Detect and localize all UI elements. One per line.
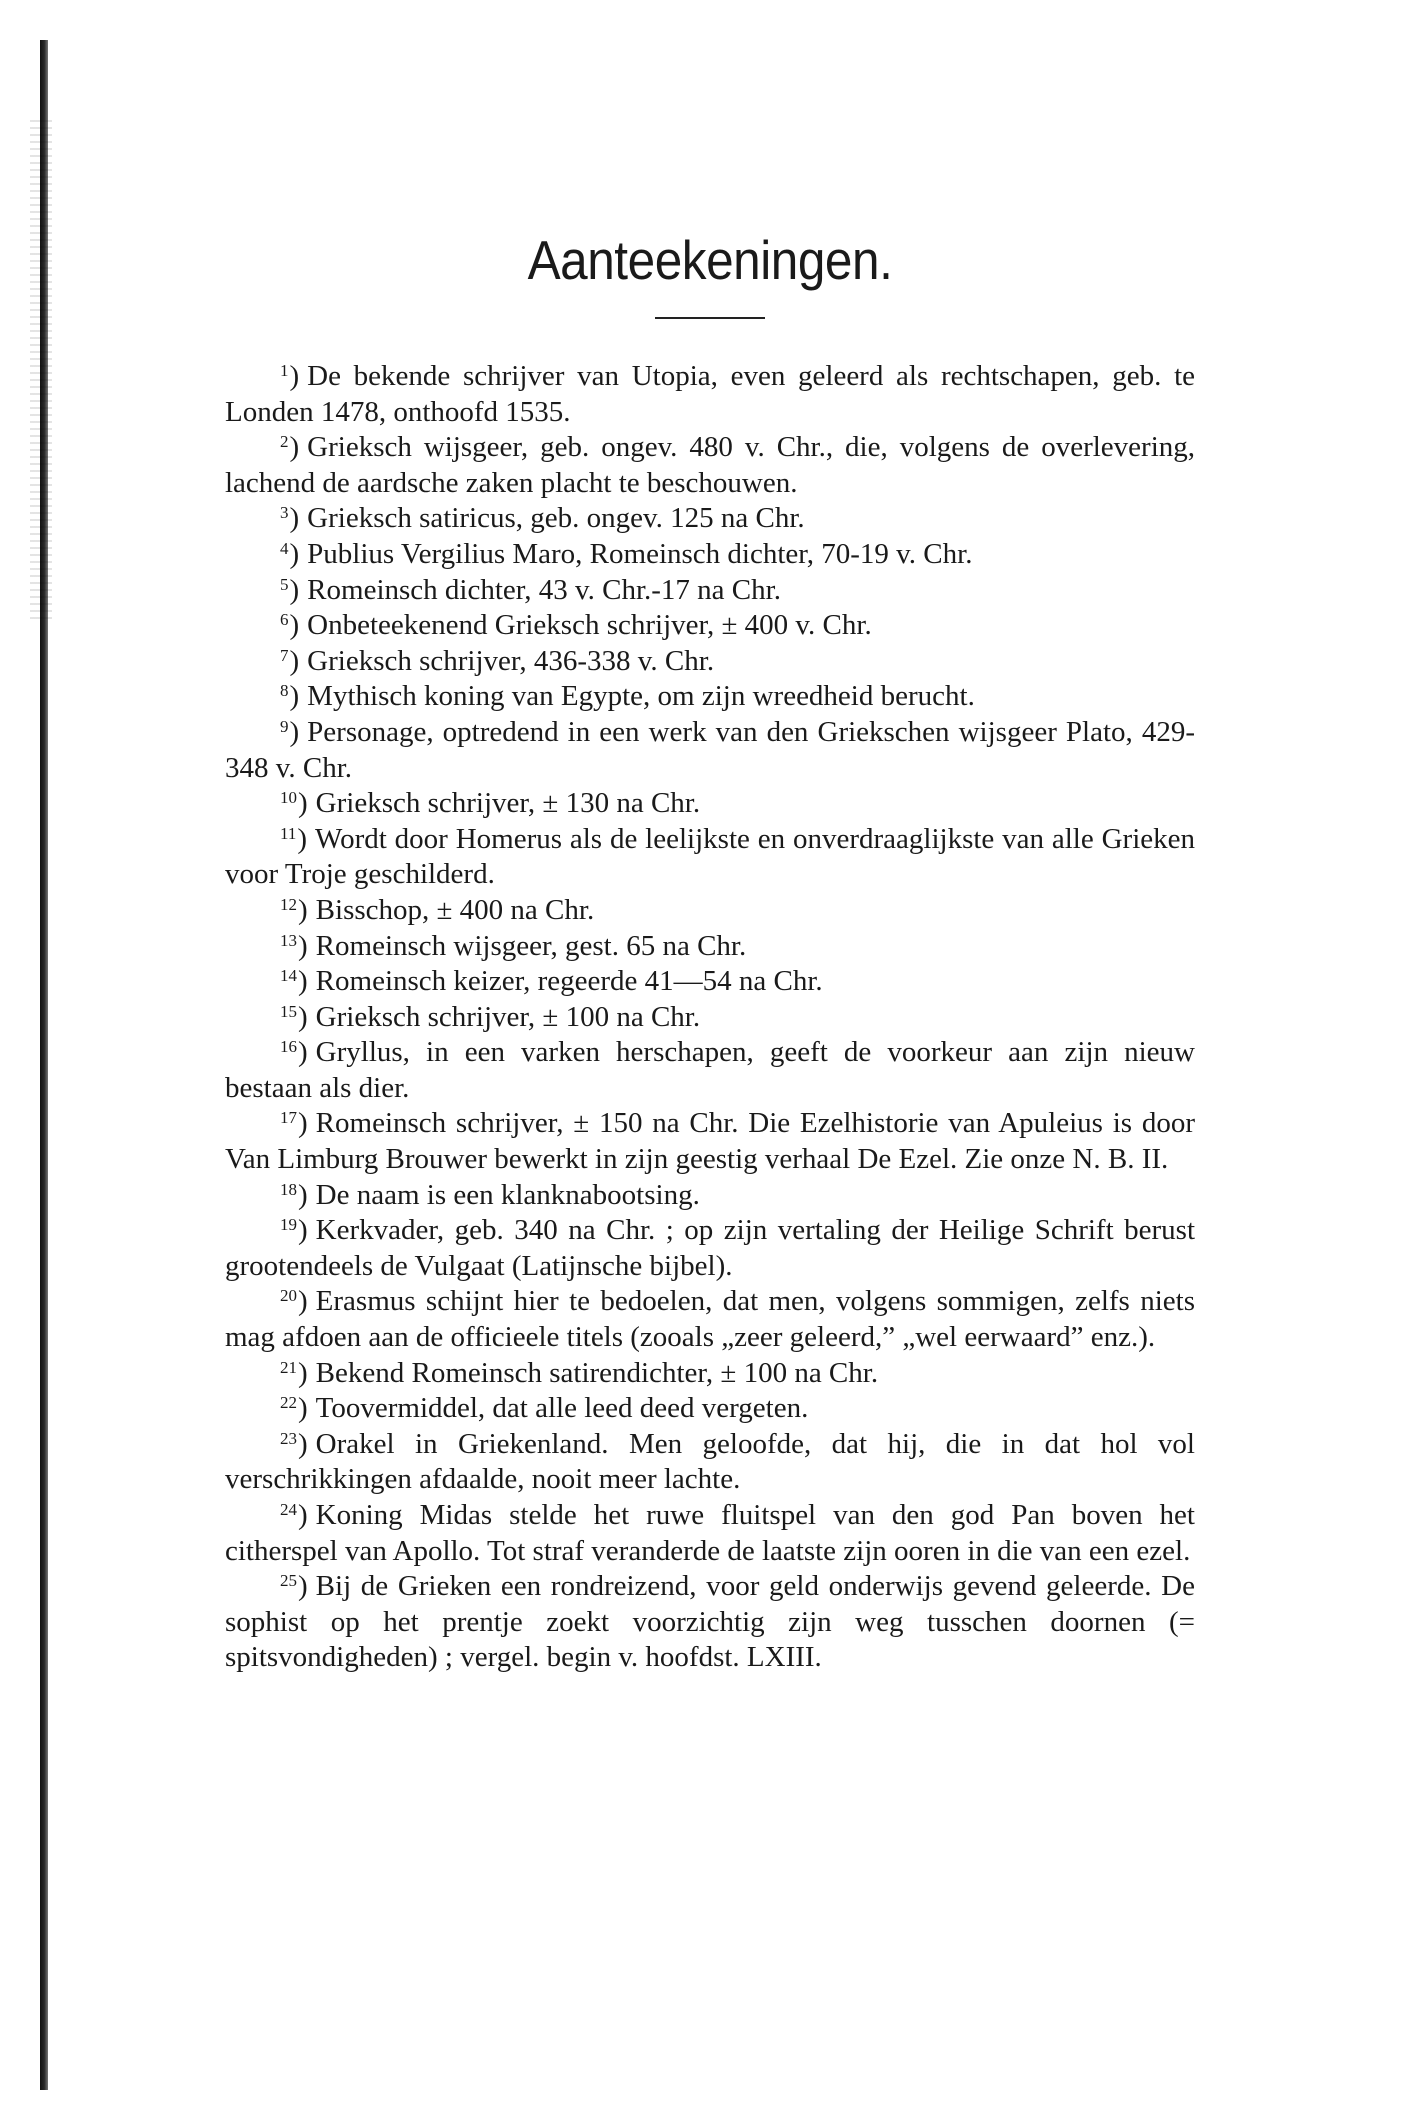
note-number: 12 [280,894,297,914]
note-text: Grieksch schrijver, ± 100 na Chr. [315,1000,701,1033]
note-13: $^{13}$) Romeinsch wijsgeer, gest. 65 na Chr. [280,929,747,962]
note-number: 19 [280,1215,297,1235]
note-text: Mythisch koning van Egypte, om zijn wreedheid berucht. [307,680,975,713]
note-text: Romeinsch dichter, 43 v. Chr.-17 na Chr. [307,573,781,606]
page-binding-shadow [30,120,52,620]
note-number: 9 [280,716,289,736]
note-number: 24 [280,1500,297,1519]
note-number: 5 [280,574,289,594]
note-12: $^{12}$) Bisschop, ± 400 na Chr. [280,893,595,926]
note-15: $^{15}$) Grieksch schrijver, ± 100 na Chr. [280,1000,701,1033]
note-text: Publius Vergilius Maro, Romeinsch dichter, 70-19 v. Chr. [307,537,973,570]
note-21: $^{21}$) Bekend Romeinsch satirendichter, ± 100 na Chr. [280,1356,879,1389]
note-text: Bij de Grieken een rondreizend, voor geld onderwijs gevend geleerde. De sophist op het prentje zoekt voorzichtig zijn weg tusschen doornen (= spitsvondigheden) ; vergel. begin v. hoofdst. LXIII. [225,1570,1195,1674]
note-text: Grieksch schrijver, ± 130 na Chr. [315,787,701,820]
note-19: $^{19}$) Kerkvader, geb. 340 na Chr. ; op zijn vertaling der Heilige Schrift berust grootendeels de Vulgaat (Latijnsche bijbel). [225,1214,1195,1282]
note-text: Gryllus, in een varken herschapen, geeft de voorkeur aan zijn nieuw bestaan als dier. [225,1036,1195,1104]
note-number: 15 [280,1001,297,1021]
note-20: $^{20}$) Erasmus schijnt hier te bedoelen, dat men, volgens sommigen, zelfs niets mag afdoen aan de officieele titels (zooals „zeer geleerd,” „wel eerwaard” enz.). [225,1285,1195,1354]
note-10: $^{10}$) Grieksch schrijver, ± 130 na Chr. [280,787,701,820]
note-text: Erasmus schijnt hier te bedoelen, dat men, volgens sommigen, zelfs niets mag afdoen aan de officieele titels (zooals „zeer geleerd,” „wel eerwaard” enz.). [225,1285,1195,1354]
page-title: Aanteekeningen. [527,229,893,291]
note-number: 23 [280,1428,297,1448]
note-number: 22 [280,1393,297,1413]
note-number: 8 [280,681,289,701]
note-text: Grieksch schrijver, 436-338 v. Chr. [307,644,715,677]
note-text: Grieksch wijsgeer, geb. ongev. 480 v. Chr., die, volgens de overlevering, lachend de aardsche zaken placht te beschouwen. [225,431,1195,499]
note-2: $^2$) Grieksch wijsgeer, geb. ongev. 480 v. Chr., die, volgens de overlevering, lachend de aardsche zaken placht te beschouwen. [225,431,1195,499]
note-text: Koning Midas stelde het ruwe fluitspel van den god Pan boven het citherspel van Apollo. Tot straf veranderde de laatste zijn ooren in die van een ezel. [225,1499,1195,1567]
note-number: 1 [280,361,289,380]
note-text: Personage, optredend in een werk van den Griekschen wijsgeer Plato, 429-348 v. Chr. [225,715,1195,784]
note-text: Onbeteekenend Grieksch schrijver, ± 400 v. Chr. [307,609,872,642]
note-number: 17 [280,1108,297,1128]
note-23: $^{23}$) Orakel in Griekenland. Men geloofde, dat hij, die in dat hol vol verschrikkingen afdaalde, nooit meer lachte. [225,1427,1195,1496]
note-text: Bisschop, ± 400 na Chr. [315,893,595,926]
note-number: 11 [280,823,297,843]
note-text: Romeinsch wijsgeer, gest. 65 na Chr. [315,929,747,962]
note-text: Wordt door Homerus als de leelijkste en onverdraaglijkste van alle Grieken voor Troje geschilderd. [225,822,1195,891]
note-text: Kerkvader, geb. 340 na Chr. ; op zijn vertaling der Heilige Schrift berust grootendeels de Vulgaat (Latijnsche bijbel). [225,1214,1195,1282]
title-divider [655,317,765,319]
note-number: 3 [280,503,289,523]
note-number: 18 [280,1179,297,1199]
note-5: $^5$) Romeinsch dichter, 43 v. Chr.-17 na Chr. [280,573,781,606]
note-9: $^9$) Personage, optredend in een werk van den Griekschen wijsgeer Plato, 429-348 v. Chr. [225,715,1195,784]
note-11: $^{11}$) Wordt door Homerus als de leelijkste en onverdraaglijkste van alle Grieken voor Troje geschilderd. [225,822,1195,891]
note-14: $^{14}$) Romeinsch keizer, regeerde 41—54 na Chr. [280,965,823,998]
note-number: 21 [280,1357,297,1377]
note-7: $^7$) Grieksch schrijver, 436-338 v. Chr. [280,644,715,677]
note-text: Toovermiddel, dat alle leed deed vergeten. [315,1392,809,1425]
note-25: $^{25}$) Bij de Grieken een rondreizend, voor geld onderwijs gevend geleerde. De sophist op het prentje zoekt voorzichtig zijn weg tusschen doornen (= spitsvondigheden) ; vergel. begin v. hoofdst. LXIII. [225,1570,1195,1674]
note-number: 10 [280,788,297,808]
note-number: 4 [280,538,289,558]
note-text: De naam is een klanknabootsing. [315,1178,700,1211]
note-number: 25 [280,1571,297,1591]
note-1: $^1$) De bekende schrijver van Utopia, even geleerd als rechtschapen, geb. te Londen 1478, onthoofd 1535. [225,360,1195,428]
document-page [225,225,1195,1676]
note-17: $^{17}$) Romeinsch schrijver, ± 150 na Chr. Die Ezelhistorie van Apuleius is door Van Limburg Brouwer bewerkt in zijn geestig verhaal De Ezel. Zie onze N. B. II. [225,1107,1195,1176]
note-4: $^4$) Publius Vergilius Maro, Romeinsch dichter, 70-19 v. Chr. [280,537,973,570]
note-number: 6 [280,610,289,630]
note-text: Romeinsch keizer, regeerde 41—54 na Chr. [315,965,823,998]
note-3: $^3$) Grieksch satiricus, geb. ongev. 125 na Chr. [280,502,805,535]
note-6: $^6$) Onbeteekenend Grieksch schrijver, ± 400 v. Chr. [280,609,872,642]
note-number: 7 [280,645,289,665]
note-number: 16 [280,1037,297,1057]
note-text: Romeinsch schrijver, ± 150 na Chr. Die Ezelhistorie van Apuleius is door Van Limburg Brouwer bewerkt in zijn geestig verhaal De Ezel. Zie onze N. B. II. [225,1107,1195,1176]
note-number: 14 [280,966,297,986]
note-18: $^{18}$) De naam is een klanknabootsing. [280,1178,700,1211]
note-number: 20 [280,1286,297,1306]
note-text: Orakel in Griekenland. Men geloofde, dat hij, die in dat hol vol verschrikkingen afdaalde, nooit meer lachte. [225,1427,1195,1496]
note-text: Bekend Romeinsch satirendichter, ± 100 na Chr. [315,1356,879,1389]
note-16: $^{16}$) Gryllus, in een varken herschapen, geeft de voorkeur aan zijn nieuw bestaan als dier. [225,1036,1195,1104]
note-number: 13 [280,930,297,950]
note-24: $^{24}$) Koning Midas stelde het ruwe fluitspel van den god Pan boven het citherspel van Apollo. Tot straf veranderde de laatste zijn ooren in die van een ezel. [225,1499,1195,1567]
note-22: $^{22}$) Toovermiddel, dat alle leed deed vergeten. [280,1392,809,1425]
note-text: De bekende schrijver van Utopia, even geleerd als rechtschapen, geb. te Londen 1478, onthoofd 1535. [225,360,1195,428]
note-8: $^8$) Mythisch koning van Egypte, om zijn wreedheid berucht. [280,680,975,713]
notes-list [225,359,1195,1676]
note-text: Grieksch satiricus, geb. ongev. 125 na Chr. [307,502,805,535]
note-number: 2 [280,432,289,452]
